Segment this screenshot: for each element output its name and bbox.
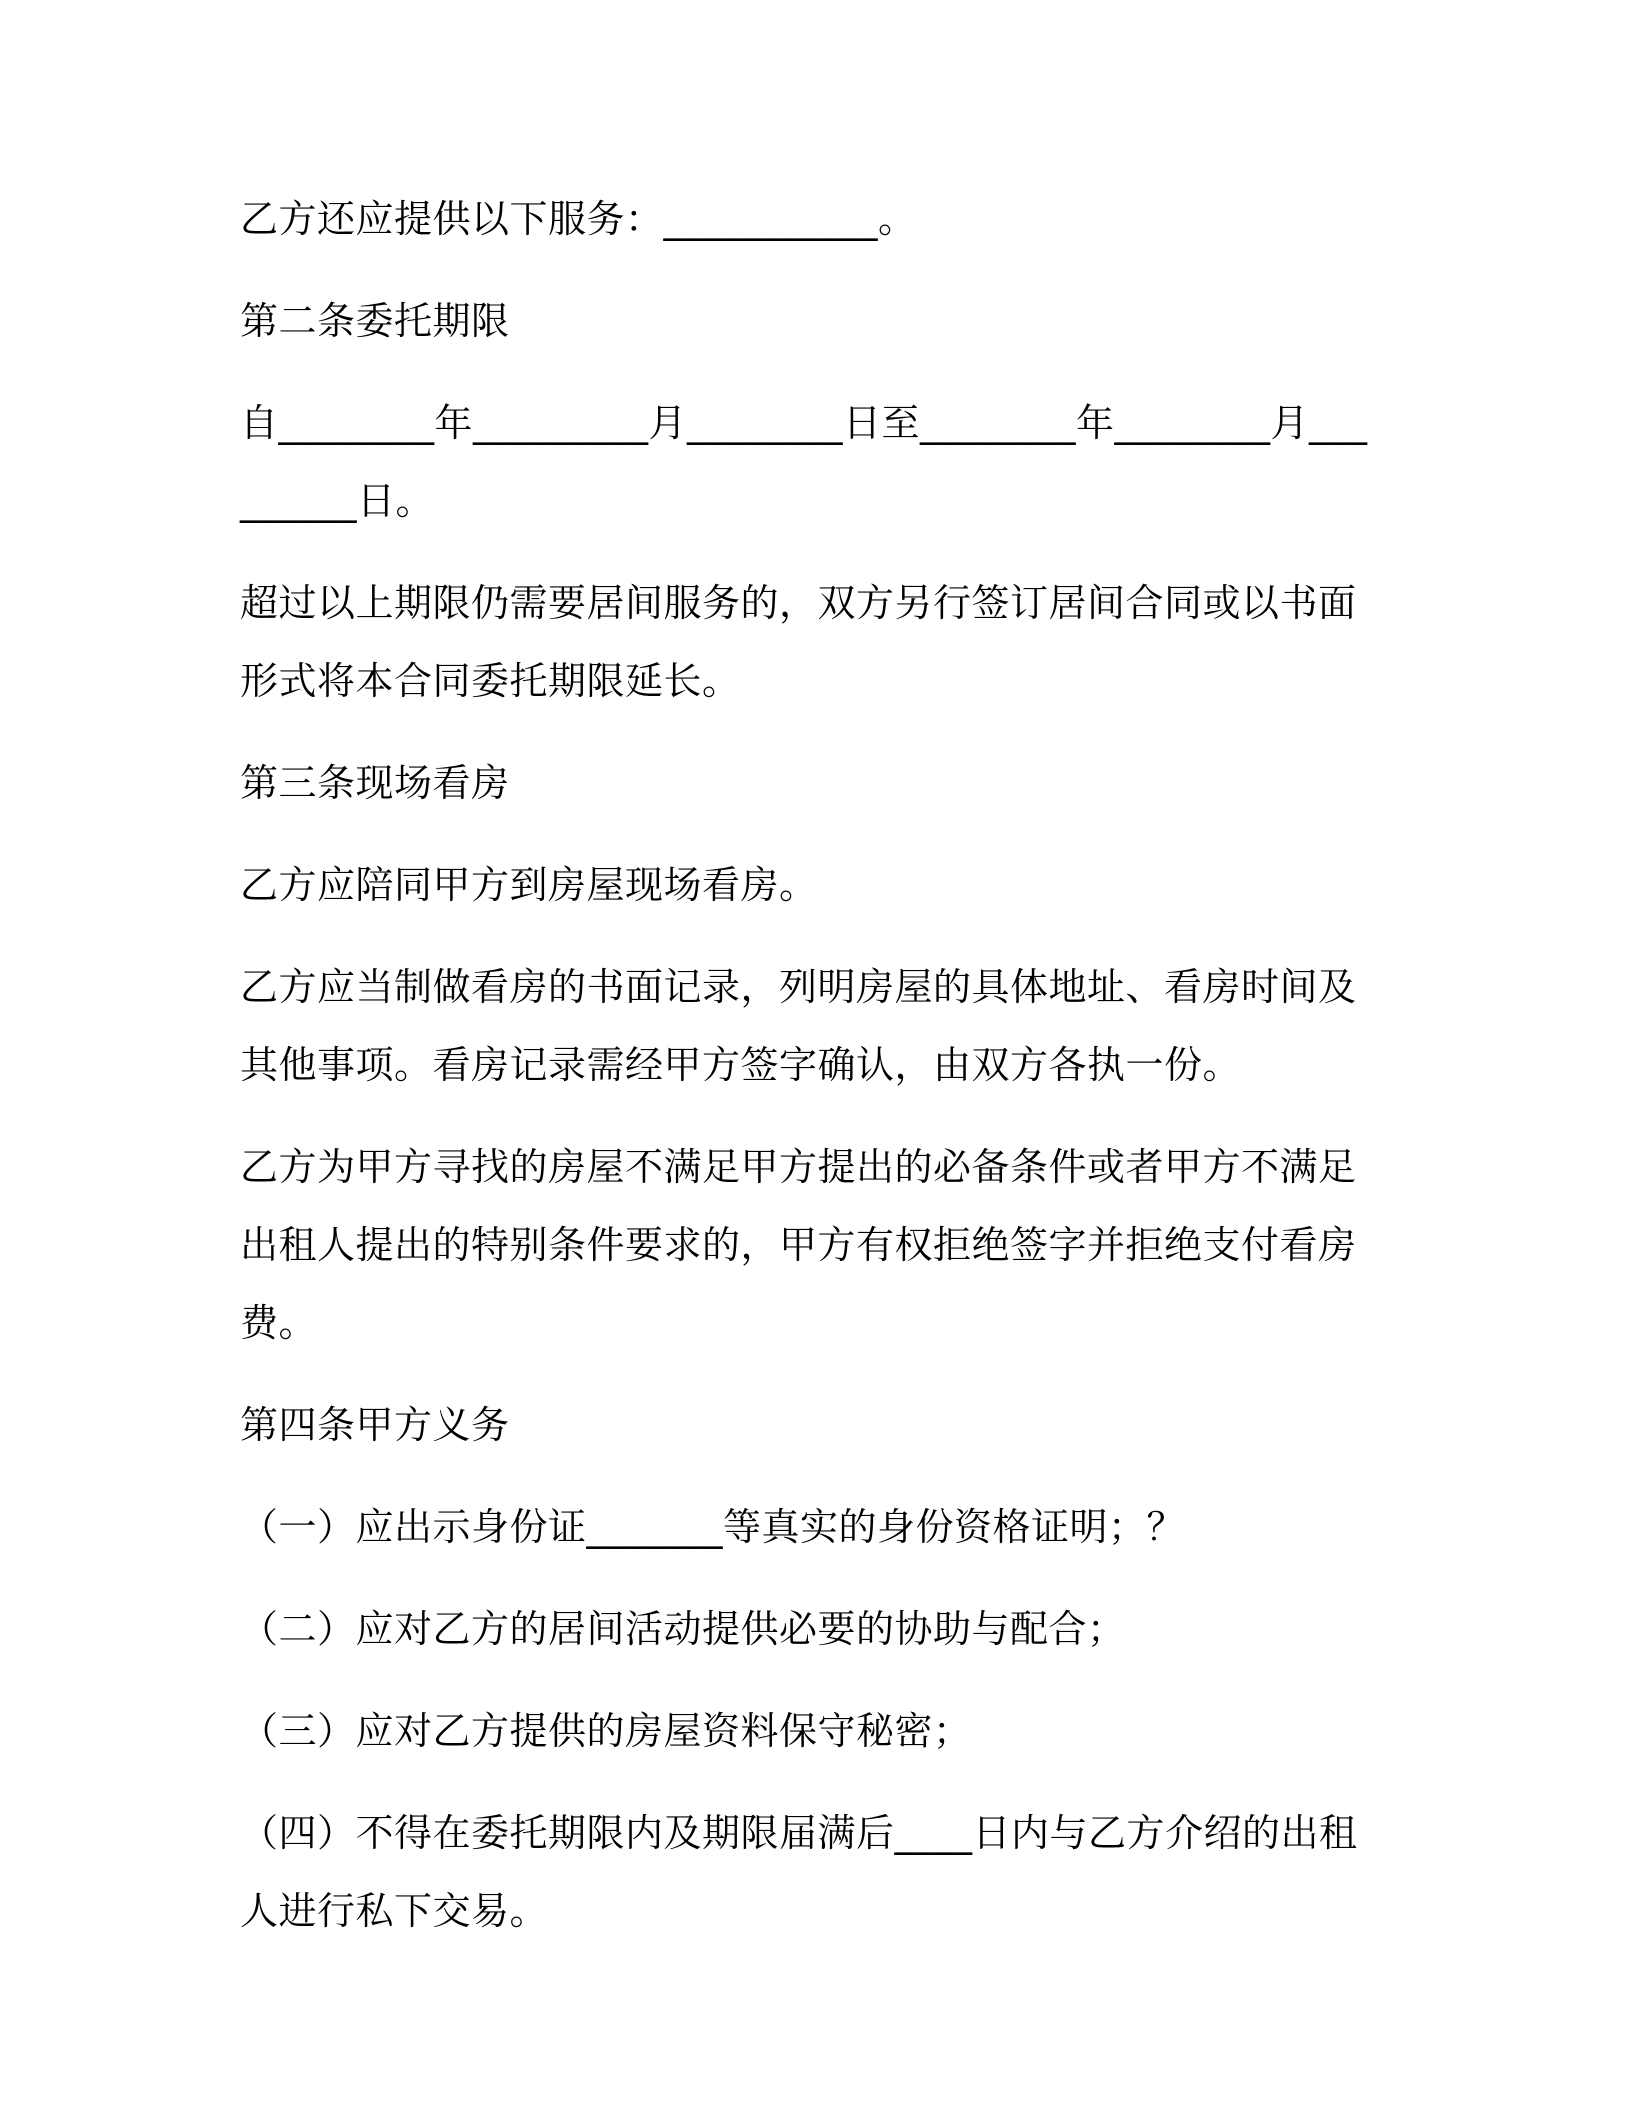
paragraph-accompany: 乙方应陪同甲方到房屋现场看房。 xyxy=(240,863,818,907)
heading-article-2: 第二条委托期限 xyxy=(240,299,510,343)
list-item-3: （三）应对乙方提供的房屋资料保守秘密； xyxy=(240,1709,972,1753)
list-item-2: （二）应对乙方的居间活动提供必要的协助与配合； xyxy=(240,1607,1126,1651)
heading-article-4: 第四条甲方义务 xyxy=(240,1403,510,1447)
paragraph-refusal-right: 乙方为甲方寻找的房屋不满足甲方提出的必备条件或者甲方不满足出租人提出的特别条件要求的，甲方有权拒绝签字并拒绝支付看房费。 xyxy=(240,1145,1357,1345)
paragraph-date-range: 自________年_________月________日至________年________月_________日。 xyxy=(240,401,1368,523)
paragraph-extension: 超过以上期限仍需要居间服务的，双方另行签订居间合同或以书面形式将本合同委托期限延长。 xyxy=(240,581,1357,703)
document-page xyxy=(240,180,1380,1950)
heading-article-3: 第三条现场看房 xyxy=(240,761,510,805)
list-item-1: （一）应出示身份证_______等真实的身份资格证明；？ xyxy=(240,1505,1186,1549)
list-item-4: （四）不得在委托期限内及期限届满后____日内与乙方介绍的出租人进行私下交易。 xyxy=(240,1811,1358,1933)
paragraph-viewing-record: 乙方应当制做看房的书面记录，列明房屋的具体地址、看房时间及其他事项。看房记录需经甲方签字确认，由双方各执一份。 xyxy=(240,965,1357,1087)
paragraph-services: 乙方还应提供以下服务：___________。 xyxy=(240,197,917,241)
